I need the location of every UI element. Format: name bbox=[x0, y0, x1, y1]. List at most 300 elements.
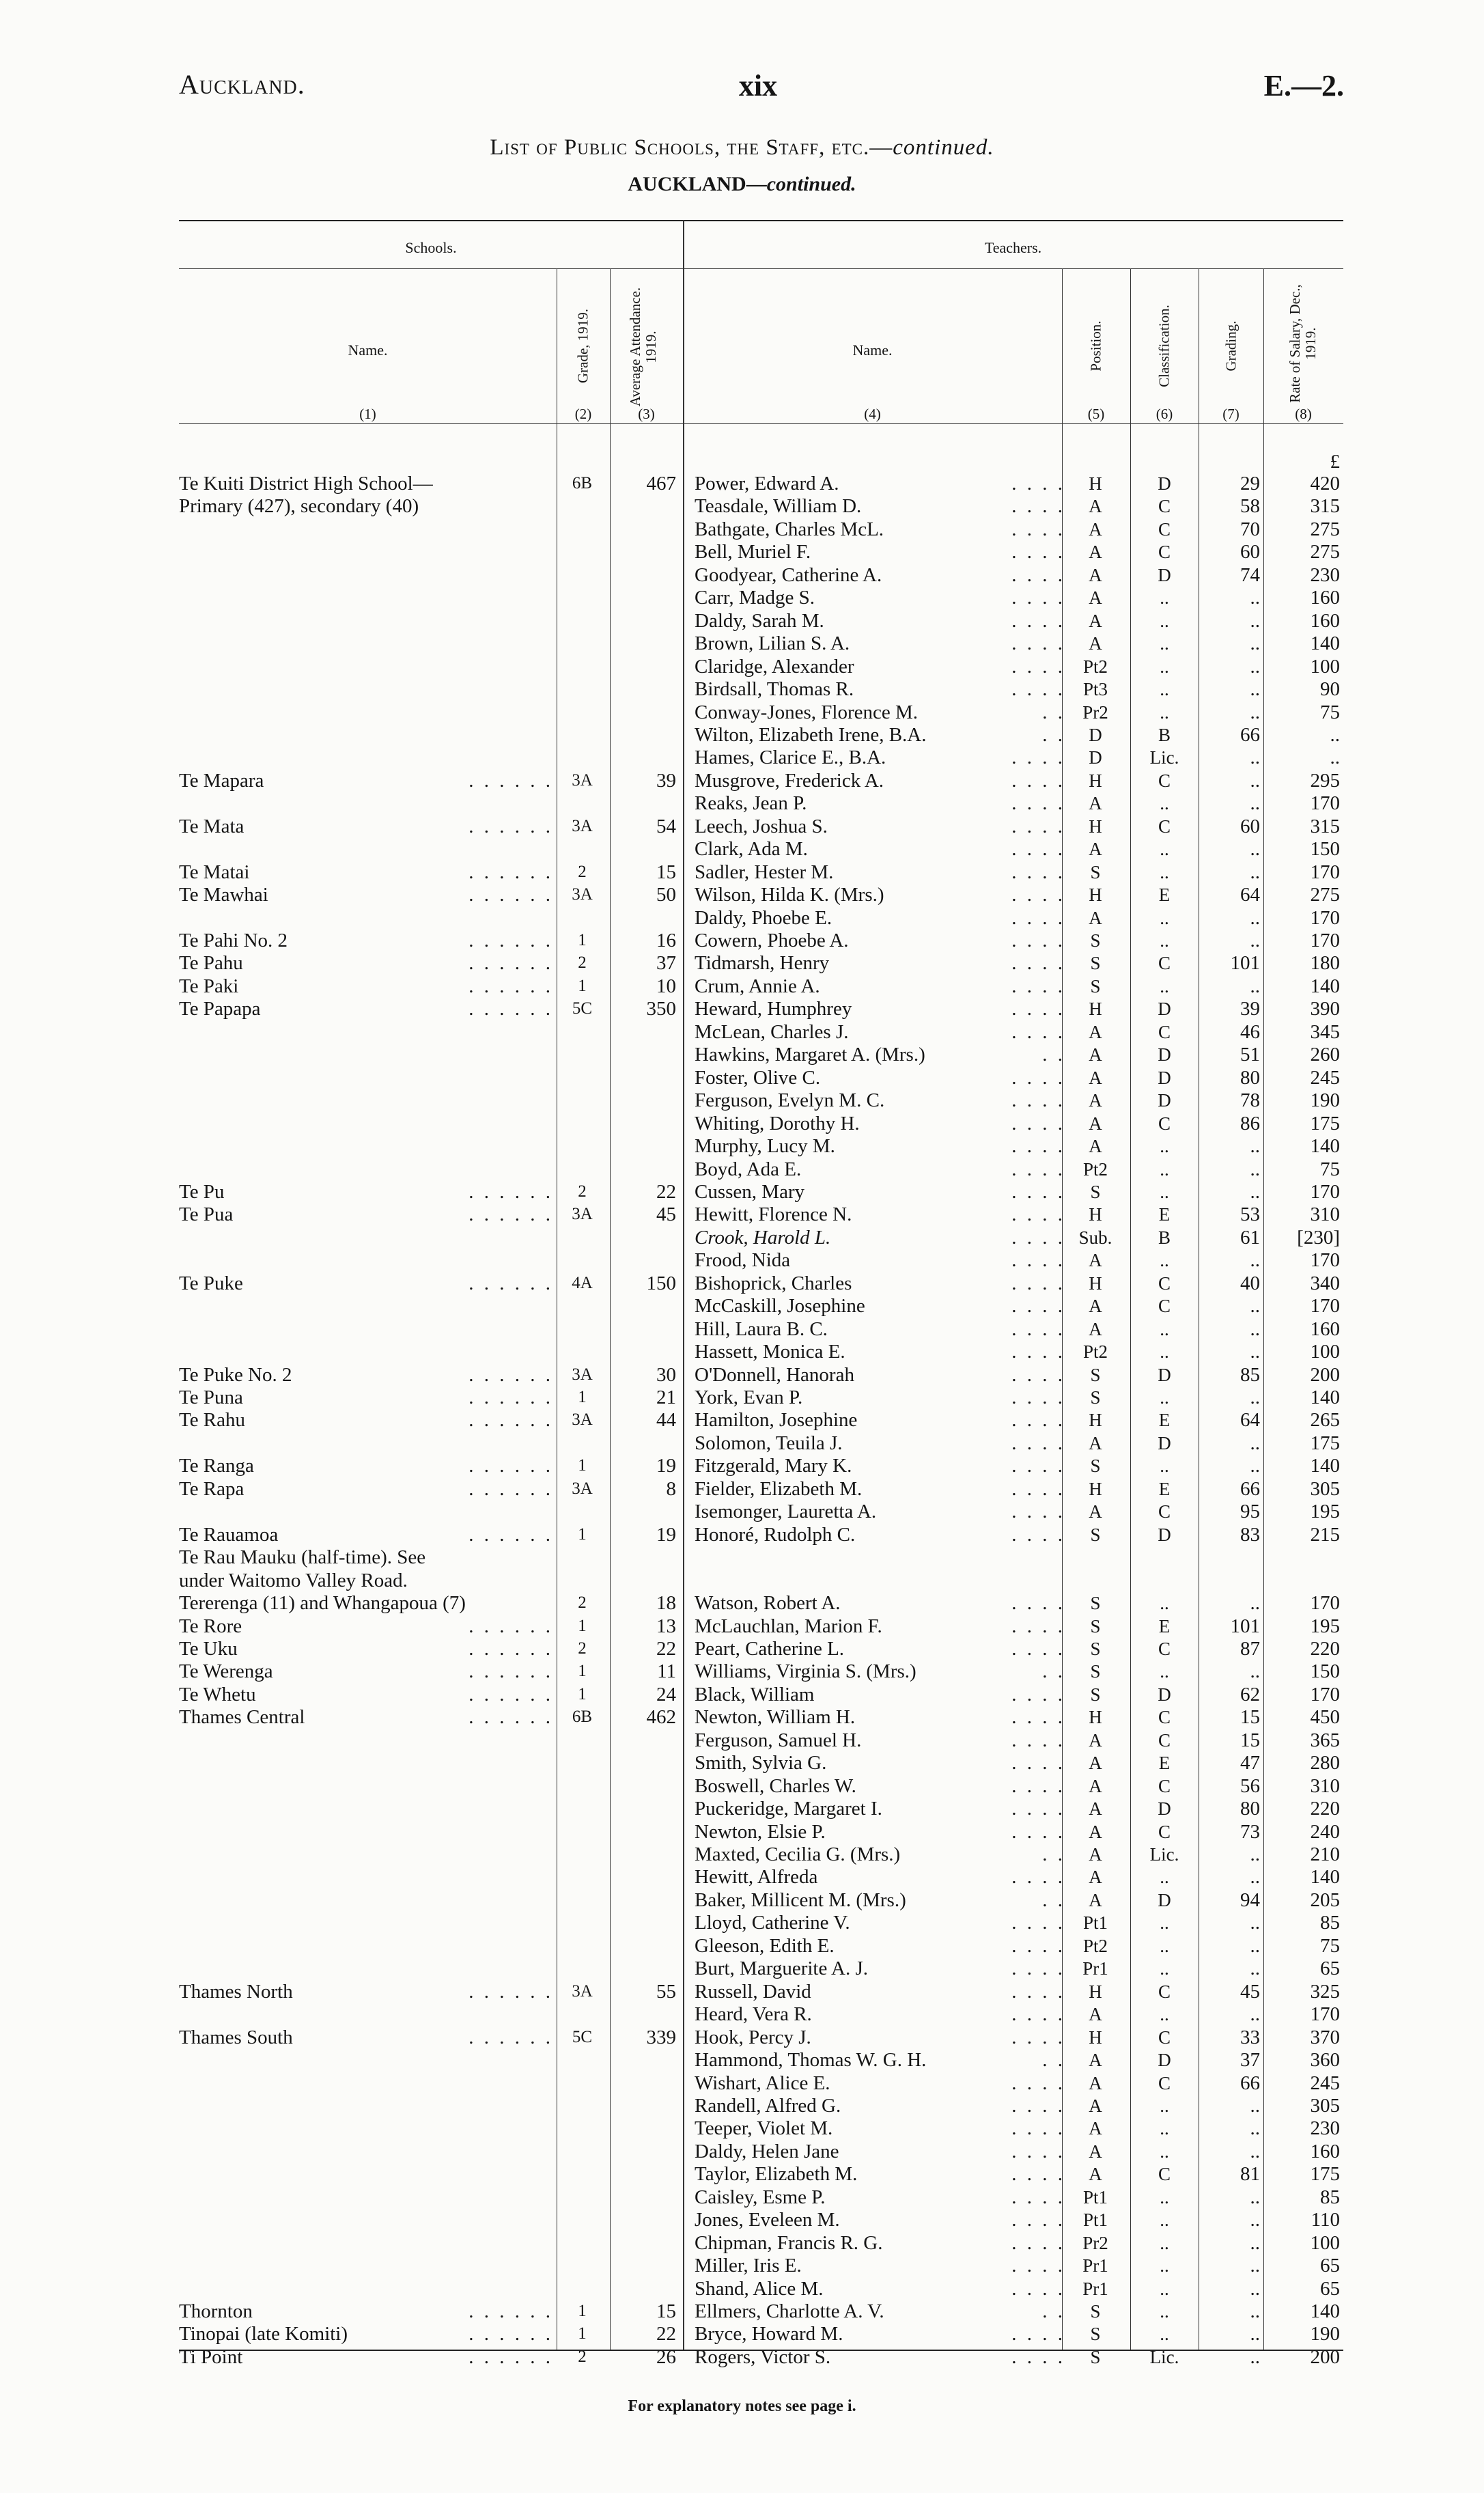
teacher-salary: 150 bbox=[1310, 1660, 1340, 1683]
teacher-grading: 83 bbox=[1240, 1523, 1260, 1546]
leader-dots: . . . . . . bbox=[468, 1455, 553, 1477]
school-grade: 4A bbox=[572, 1273, 593, 1292]
teacher-classification: D bbox=[1158, 1067, 1171, 1088]
teacher-position: A bbox=[1089, 1867, 1102, 1888]
average-attendance: 8 bbox=[666, 1477, 676, 1500]
teacher-name: Brown, Lilian S. A. bbox=[695, 632, 850, 655]
average-attendance: 44 bbox=[656, 1409, 676, 1432]
school-name: Te Pahu bbox=[179, 952, 243, 975]
table-row bbox=[0, 2277, 1484, 2300]
teacher-name: Fielder, Elizabeth M. bbox=[695, 1477, 863, 1500]
school-name: Te Mata bbox=[179, 815, 244, 837]
table-row bbox=[0, 632, 1484, 655]
teacher-name: Watson, Robert A. bbox=[695, 1592, 841, 1615]
leader-dots: . . . . . . bbox=[468, 975, 553, 997]
average-attendance: 462 bbox=[646, 1706, 676, 1729]
table-row bbox=[0, 2117, 1484, 2140]
school-name: Te Rapa bbox=[179, 1477, 244, 1500]
teacher-name: Wishart, Alice E. bbox=[695, 2072, 830, 2094]
teacher-position: S bbox=[1090, 1181, 1101, 1202]
teacher-grading: .. bbox=[1250, 1341, 1260, 1363]
teacher-classification: D bbox=[1158, 1798, 1171, 1820]
teacher-position: H bbox=[1089, 1272, 1102, 1294]
teacher-salary: 90 bbox=[1320, 678, 1340, 701]
table-row bbox=[0, 815, 1484, 838]
teacher-name: Peart, Catherine L. bbox=[695, 1637, 845, 1660]
teacher-position: A bbox=[1089, 1889, 1102, 1910]
teacher-salary: 370 bbox=[1310, 2026, 1340, 2048]
col-number-5: (5) bbox=[1087, 406, 1105, 422]
teacher-position: A bbox=[1089, 1318, 1102, 1339]
teacher-salary: 140 bbox=[1310, 1455, 1340, 1477]
col-number-4: (4) bbox=[864, 406, 881, 422]
leader-dots: . . . . bbox=[1011, 495, 1065, 518]
leader-dots: . . . . bbox=[1011, 2163, 1065, 2186]
leader-dots: . . . . bbox=[1011, 1477, 1065, 1500]
teacher-salary: 195 bbox=[1310, 1501, 1340, 1523]
teacher-classification: .. bbox=[1160, 793, 1169, 814]
teacher-classification: C bbox=[1158, 816, 1171, 837]
teacher-grading: .. bbox=[1250, 632, 1260, 655]
leader-dots: . . . . bbox=[1011, 1912, 1065, 1934]
school-name: Te Pahi No. 2 bbox=[179, 930, 288, 951]
leader-dots: . . . . bbox=[1011, 1363, 1065, 1386]
teacher-classification: C bbox=[1158, 1981, 1171, 2002]
table-row bbox=[0, 1615, 1484, 1638]
teacher-grading: 37 bbox=[1240, 2049, 1260, 2072]
average-attendance: 24 bbox=[656, 1683, 676, 1705]
teacher-grading: 62 bbox=[1240, 1683, 1260, 1705]
table-row bbox=[0, 906, 1484, 930]
teacher-classification: .. bbox=[1160, 1593, 1169, 1614]
school-name: Tererenga (11) and Whangapoua (7) bbox=[179, 1592, 466, 1615]
average-attendance: 45 bbox=[656, 1203, 676, 1226]
teacher-salary: 85 bbox=[1320, 1912, 1340, 1934]
teacher-position: A bbox=[1089, 1501, 1102, 1522]
table-row bbox=[0, 883, 1484, 906]
teacher-grading: .. bbox=[1250, 2255, 1260, 2277]
leader-dots: . . . . bbox=[1011, 1980, 1065, 2003]
teacher-grading: 15 bbox=[1240, 1706, 1260, 1729]
table-row bbox=[0, 2162, 1484, 2186]
teacher-grading: 39 bbox=[1240, 998, 1260, 1020]
school-name: Te Puna bbox=[179, 1387, 243, 1408]
grade-heading: Grade, 1919. bbox=[574, 308, 591, 384]
teacher-name: Baker, Millicent M. (Mrs.) bbox=[695, 1889, 906, 1911]
leader-dots: . . . . bbox=[1011, 2140, 1065, 2162]
teacher-classification: Lic. bbox=[1149, 747, 1179, 768]
school-grade: 2 bbox=[578, 1182, 587, 1201]
teacher-name: Leech, Joshua S. bbox=[695, 815, 828, 837]
teacher-grading: 56 bbox=[1240, 1774, 1260, 1797]
school-name: Te Rahu bbox=[179, 1409, 246, 1432]
teacher-position: A bbox=[1089, 2072, 1102, 2093]
teacher-name: Teeper, Violet M. bbox=[695, 2117, 833, 2140]
teacher-grading: .. bbox=[1250, 2209, 1260, 2231]
teacher-grading: .. bbox=[1250, 701, 1260, 723]
table-row bbox=[0, 997, 1484, 1020]
teacher-position: S bbox=[1090, 1615, 1101, 1637]
teacher-classification: .. bbox=[1160, 1387, 1169, 1408]
teacher-salary: 340 bbox=[1310, 1272, 1340, 1294]
leader-dots: . . . . . . bbox=[468, 861, 553, 883]
teacher-salary: 100 bbox=[1310, 655, 1340, 678]
header-left: Auckland. bbox=[179, 69, 305, 100]
leader-dots: . . bbox=[1042, 1843, 1065, 1865]
teacher-classification: D bbox=[1158, 1432, 1171, 1453]
teacher-name: Newton, William H. bbox=[695, 1706, 856, 1729]
average-attendance: 50 bbox=[656, 884, 676, 906]
teacher-position: A bbox=[1089, 1798, 1102, 1820]
average-attendance: 26 bbox=[656, 2345, 676, 2368]
teacher-salary: 75 bbox=[1320, 1934, 1340, 1957]
teacher-position: A bbox=[1089, 542, 1102, 563]
teacher-name: Tidmarsh, Henry bbox=[695, 952, 830, 975]
teacher-name: York, Evan P. bbox=[695, 1387, 803, 1408]
teacher-classification: E bbox=[1158, 1478, 1171, 1499]
table-row bbox=[0, 1134, 1484, 1158]
teacher-position: A bbox=[1089, 1090, 1102, 1111]
teacher-salary: 305 bbox=[1310, 1477, 1340, 1500]
school-grade: 1 bbox=[578, 2324, 587, 2343]
teacher-classification: Lic. bbox=[1149, 1844, 1179, 1865]
school-grade: 1 bbox=[578, 1524, 587, 1544]
average-attendance: 21 bbox=[656, 1387, 676, 1408]
leader-dots: . . . . . . bbox=[468, 1980, 553, 2003]
teacher-position: S bbox=[1090, 1593, 1101, 1614]
table-row bbox=[0, 1089, 1484, 1112]
teacher-grading: .. bbox=[1250, 678, 1260, 701]
teacher-position: A bbox=[1089, 1296, 1102, 1317]
school-name: Te Rore bbox=[179, 1615, 242, 1637]
teacher-classification: .. bbox=[1160, 610, 1169, 631]
teacher-grading: 66 bbox=[1240, 1477, 1260, 1500]
table-row bbox=[0, 1386, 1484, 1409]
teacher-name: Bell, Muriel F. bbox=[695, 541, 811, 563]
teacher-position: A bbox=[1089, 1844, 1102, 1865]
leader-dots: . . . . bbox=[1011, 1295, 1065, 1318]
teacher-salary: 390 bbox=[1310, 998, 1340, 1020]
teacher-classification: .. bbox=[1160, 1318, 1169, 1339]
teacher-name: Heward, Humphrey bbox=[695, 998, 852, 1020]
teacher-name: Ellmers, Charlotte A. V. bbox=[695, 2300, 884, 2322]
average-attendance: 467 bbox=[646, 473, 676, 495]
teacher-grading: .. bbox=[1250, 1843, 1260, 1865]
school-name: Te Paki bbox=[179, 975, 239, 997]
leader-dots: . . . . bbox=[1011, 1387, 1065, 1408]
leader-dots: . . . . bbox=[1011, 2255, 1065, 2277]
teacher-name: Ferguson, Evelyn M. C. bbox=[695, 1089, 885, 1112]
leader-dots: . . . . bbox=[1011, 1798, 1065, 1820]
table-row bbox=[0, 929, 1484, 952]
teacher-classification: .. bbox=[1160, 1341, 1169, 1363]
average-attendance: 13 bbox=[656, 1615, 676, 1637]
average-attendance: 16 bbox=[656, 930, 676, 951]
table-row bbox=[0, 563, 1484, 587]
table-row bbox=[0, 1729, 1484, 1752]
teacher-salary: 190 bbox=[1310, 1089, 1340, 1112]
teacher-name: Cussen, Mary bbox=[695, 1180, 805, 1203]
teacher-position: A bbox=[1089, 1753, 1102, 1774]
table-row bbox=[0, 1340, 1484, 1363]
average-attendance: 37 bbox=[656, 952, 676, 975]
teacher-name: Carr, Madge S. bbox=[695, 587, 815, 609]
school-name: Thames North bbox=[179, 1980, 293, 2003]
teacher-salary: 170 bbox=[1310, 906, 1340, 929]
teacher-salary: 170 bbox=[1310, 1683, 1340, 1705]
teacher-position: Pr1 bbox=[1082, 1958, 1108, 1979]
average-attendance: 150 bbox=[646, 1272, 676, 1294]
school-name: Te Puke bbox=[179, 1272, 243, 1294]
teacher-position: Pt1 bbox=[1082, 2210, 1108, 2231]
teacher-salary: 75 bbox=[1320, 1158, 1340, 1180]
leader-dots: . . . . bbox=[1011, 1409, 1065, 1432]
school-name: Thames South bbox=[179, 2026, 293, 2048]
average-attendance: 19 bbox=[656, 1523, 676, 1546]
teacher-position: A bbox=[1089, 2004, 1102, 2025]
teacher-name: Hawkins, Margaret A. (Mrs.) bbox=[695, 1044, 925, 1066]
leader-dots: . . . . . . bbox=[468, 1409, 553, 1432]
table-row bbox=[0, 1637, 1484, 1660]
table-row bbox=[0, 1020, 1484, 1044]
teacher-classification: E bbox=[1158, 1615, 1171, 1637]
leader-dots: . . . . bbox=[1011, 975, 1065, 997]
teacher-grading: 87 bbox=[1240, 1637, 1260, 1660]
leader-dots: . . . . bbox=[1011, 2345, 1065, 2368]
table-row bbox=[0, 1865, 1484, 1889]
leader-dots: . . . . bbox=[1011, 1158, 1065, 1180]
leader-dots: . . . . . . bbox=[468, 1363, 553, 1386]
teacher-classification: C bbox=[1158, 1501, 1171, 1522]
teacher-name: Daldy, Phoebe E. bbox=[695, 906, 832, 929]
table-row bbox=[0, 1660, 1484, 1683]
teacher-classification: C bbox=[1158, 1272, 1171, 1294]
leader-dots: . . . . bbox=[1011, 655, 1065, 678]
table-row bbox=[0, 472, 1484, 495]
teacher-position: A bbox=[1089, 793, 1102, 814]
school-name: Primary (427), secondary (40) bbox=[179, 495, 419, 518]
table-row bbox=[0, 2300, 1484, 2323]
teacher-salary: 345 bbox=[1310, 1020, 1340, 1043]
teacher-name: Hill, Laura B. C. bbox=[695, 1318, 828, 1340]
teacher-grading: 70 bbox=[1240, 518, 1260, 540]
school-name: Te Papapa bbox=[179, 998, 261, 1020]
teacher-position: H bbox=[1089, 1410, 1102, 1431]
teacher-grading: 80 bbox=[1240, 1066, 1260, 1089]
teacher-salary: 170 bbox=[1310, 1249, 1340, 1272]
teacher-salary: 170 bbox=[1310, 2003, 1340, 2026]
page-number: xix bbox=[738, 69, 778, 102]
teacher-position: A bbox=[1089, 907, 1102, 928]
teacher-salary: 140 bbox=[1310, 1387, 1340, 1408]
teacher-grading: .. bbox=[1250, 906, 1260, 929]
teacher-salary: 220 bbox=[1310, 1798, 1340, 1820]
table-row bbox=[0, 769, 1484, 792]
school-grade: 1 bbox=[578, 1616, 587, 1635]
table-row bbox=[0, 1523, 1484, 1546]
leader-dots: . . . . bbox=[1011, 906, 1065, 929]
leader-dots: . . . . bbox=[1011, 632, 1065, 655]
teacher-grading: .. bbox=[1250, 1660, 1260, 1683]
teacher-name: Hamilton, Josephine bbox=[695, 1409, 858, 1432]
leader-dots: . . . . . . bbox=[468, 1637, 553, 1660]
teacher-classification: C bbox=[1158, 542, 1171, 563]
teacher-position: H bbox=[1089, 473, 1102, 494]
teacher-classification: C bbox=[1158, 1775, 1171, 1796]
teacher-salary: .. bbox=[1330, 747, 1340, 769]
table-row bbox=[0, 1318, 1484, 1341]
table-row bbox=[0, 495, 1484, 518]
teacher-salary: 310 bbox=[1310, 1203, 1340, 1226]
school-grade: 5C bbox=[572, 2027, 593, 2046]
leader-dots: . . . . bbox=[1011, 1523, 1065, 1546]
average-attendance: 22 bbox=[656, 1180, 676, 1203]
teacher-position: S bbox=[1090, 1524, 1101, 1545]
leader-dots: . . bbox=[1042, 723, 1065, 746]
teacher-position: S bbox=[1090, 1638, 1101, 1659]
teacher-salary: 205 bbox=[1310, 1889, 1340, 1911]
leader-dots: . . . . bbox=[1011, 1432, 1065, 1454]
table-row bbox=[0, 2231, 1484, 2255]
average-attendance: 22 bbox=[656, 2323, 676, 2345]
table-row bbox=[0, 1820, 1484, 1843]
average-attendance: 15 bbox=[656, 861, 676, 883]
leader-dots: . . . . bbox=[1011, 1752, 1065, 1774]
teacher-classification: .. bbox=[1160, 2186, 1169, 2208]
teacher-position: A bbox=[1089, 587, 1102, 609]
teacher-salary: 280 bbox=[1310, 1752, 1340, 1774]
leader-dots: . . . . bbox=[1011, 1706, 1065, 1729]
teacher-position: S bbox=[1090, 1456, 1101, 1477]
teacher-grading: 80 bbox=[1240, 1798, 1260, 1820]
leader-dots: . . . . bbox=[1011, 2072, 1065, 2094]
teacher-classification: .. bbox=[1160, 679, 1169, 700]
table-row bbox=[0, 2072, 1484, 2095]
teacher-grading: .. bbox=[1250, 1249, 1260, 1272]
table-row bbox=[0, 861, 1484, 884]
table-row bbox=[0, 1454, 1484, 1477]
teacher-classification: E bbox=[1158, 885, 1171, 906]
leader-dots: . . . . bbox=[1011, 1066, 1065, 1089]
teacher-grading: 95 bbox=[1240, 1501, 1260, 1523]
teacher-position: S bbox=[1090, 953, 1101, 974]
table-row bbox=[0, 1432, 1484, 1455]
leader-dots: . . . . bbox=[1011, 678, 1065, 701]
leader-dots: . . bbox=[1042, 1660, 1065, 1683]
teacher-classification: .. bbox=[1160, 839, 1169, 860]
teacher-grading: .. bbox=[1250, 1295, 1260, 1318]
teacher-classification: C bbox=[1158, 2072, 1171, 2093]
teacher-classification: D bbox=[1158, 999, 1171, 1020]
teacher-salary: 160 bbox=[1310, 2140, 1340, 2162]
teacher-salary: 170 bbox=[1310, 1592, 1340, 1615]
leader-dots: . . . . bbox=[1011, 1934, 1065, 1957]
teacher-position: A bbox=[1089, 1044, 1102, 1066]
teacher-salary: 195 bbox=[1310, 1615, 1340, 1637]
school-name: Te Pua bbox=[179, 1203, 234, 1226]
teacher-salary: 140 bbox=[1310, 2300, 1340, 2322]
teacher-position: H bbox=[1089, 1478, 1102, 1499]
teacher-classification: .. bbox=[1160, 2210, 1169, 2231]
school-name: Te Werenga bbox=[179, 1660, 273, 1683]
teacher-position: Pr2 bbox=[1082, 701, 1108, 723]
school-name: Thornton bbox=[179, 2300, 253, 2322]
teacher-salary: 200 bbox=[1310, 1363, 1340, 1386]
page-title: List of Public Schools, the Staff, etc.—continued. bbox=[490, 135, 994, 160]
teacher-grading: 81 bbox=[1240, 2163, 1260, 2186]
teacher-salary: 170 bbox=[1310, 1295, 1340, 1318]
teacher-position: A bbox=[1089, 564, 1102, 585]
leader-dots: . . bbox=[1042, 701, 1065, 723]
teacher-position: A bbox=[1089, 1250, 1102, 1271]
teacher-name: Miller, Iris E. bbox=[695, 2255, 802, 2277]
leader-dots: . . . . . . bbox=[468, 998, 553, 1020]
teacher-classification: C bbox=[1158, 1821, 1171, 1842]
table-row bbox=[0, 701, 1484, 724]
leader-dots: . . . . . . bbox=[468, 2300, 553, 2322]
teacher-position: A bbox=[1089, 1821, 1102, 1842]
leader-dots: . . . . . . bbox=[468, 2345, 553, 2368]
table-row bbox=[0, 1203, 1484, 1226]
teacher-name: Hassett, Monica E. bbox=[695, 1341, 845, 1363]
table-row bbox=[0, 1546, 1484, 1569]
teacher-grading: .. bbox=[1250, 838, 1260, 861]
teacher-position: H bbox=[1089, 1981, 1102, 2002]
teacher-position: A bbox=[1089, 2141, 1102, 2162]
teacher-name: O'Donnell, Hanorah bbox=[695, 1363, 854, 1386]
leader-dots: . . . . bbox=[1011, 1180, 1065, 1203]
teacher-grading: 61 bbox=[1240, 1226, 1260, 1249]
teacher-salary: 75 bbox=[1320, 701, 1340, 723]
leader-dots: . . . . bbox=[1011, 838, 1065, 861]
leader-dots: . . . . . . bbox=[468, 1660, 553, 1683]
teacher-grading: .. bbox=[1250, 1866, 1260, 1889]
teacher-grading: 46 bbox=[1240, 1020, 1260, 1043]
table-row bbox=[0, 1112, 1484, 1135]
average-attendance: 22 bbox=[656, 1637, 676, 1660]
leader-dots: . . . . bbox=[1011, 861, 1065, 883]
school-name: Te Pu bbox=[179, 1180, 225, 1203]
leader-dots: . . . . bbox=[1011, 1866, 1065, 1889]
leader-dots: . . . . . . bbox=[468, 1683, 553, 1705]
leader-dots: . . . . bbox=[1011, 1020, 1065, 1043]
col-number-1: (1) bbox=[359, 406, 376, 422]
table-row bbox=[0, 1705, 1484, 1729]
teacher-name: Clark, Ada M. bbox=[695, 838, 808, 861]
teacher-classification: .. bbox=[1160, 2301, 1169, 2322]
table-row bbox=[0, 609, 1484, 632]
table-row bbox=[0, 1158, 1484, 1181]
teacher-salary: 265 bbox=[1310, 1409, 1340, 1432]
school-name: under Waitomo Valley Road. bbox=[179, 1569, 408, 1591]
teacher-salary: 140 bbox=[1310, 1135, 1340, 1158]
teacher-name: Chipman, Francis R. G. bbox=[695, 2231, 883, 2254]
teacher-classification: B bbox=[1158, 1227, 1171, 1248]
table-row bbox=[0, 837, 1484, 861]
leader-dots: . . . . bbox=[1011, 1272, 1065, 1294]
table-row bbox=[0, 678, 1484, 701]
teacher-name: Goodyear, Catherine A. bbox=[695, 563, 882, 586]
table-row bbox=[0, 1249, 1484, 1272]
table-row bbox=[0, 586, 1484, 609]
teacher-salary: 420 bbox=[1310, 473, 1340, 495]
teacher-name: Fitzgerald, Mary K. bbox=[695, 1455, 852, 1477]
leader-dots: . . . . bbox=[1011, 1637, 1065, 1660]
teacher-classification: C bbox=[1158, 2027, 1171, 2048]
table-row bbox=[0, 655, 1484, 678]
teacher-classification: C bbox=[1158, 1707, 1171, 1728]
table-row bbox=[0, 975, 1484, 998]
